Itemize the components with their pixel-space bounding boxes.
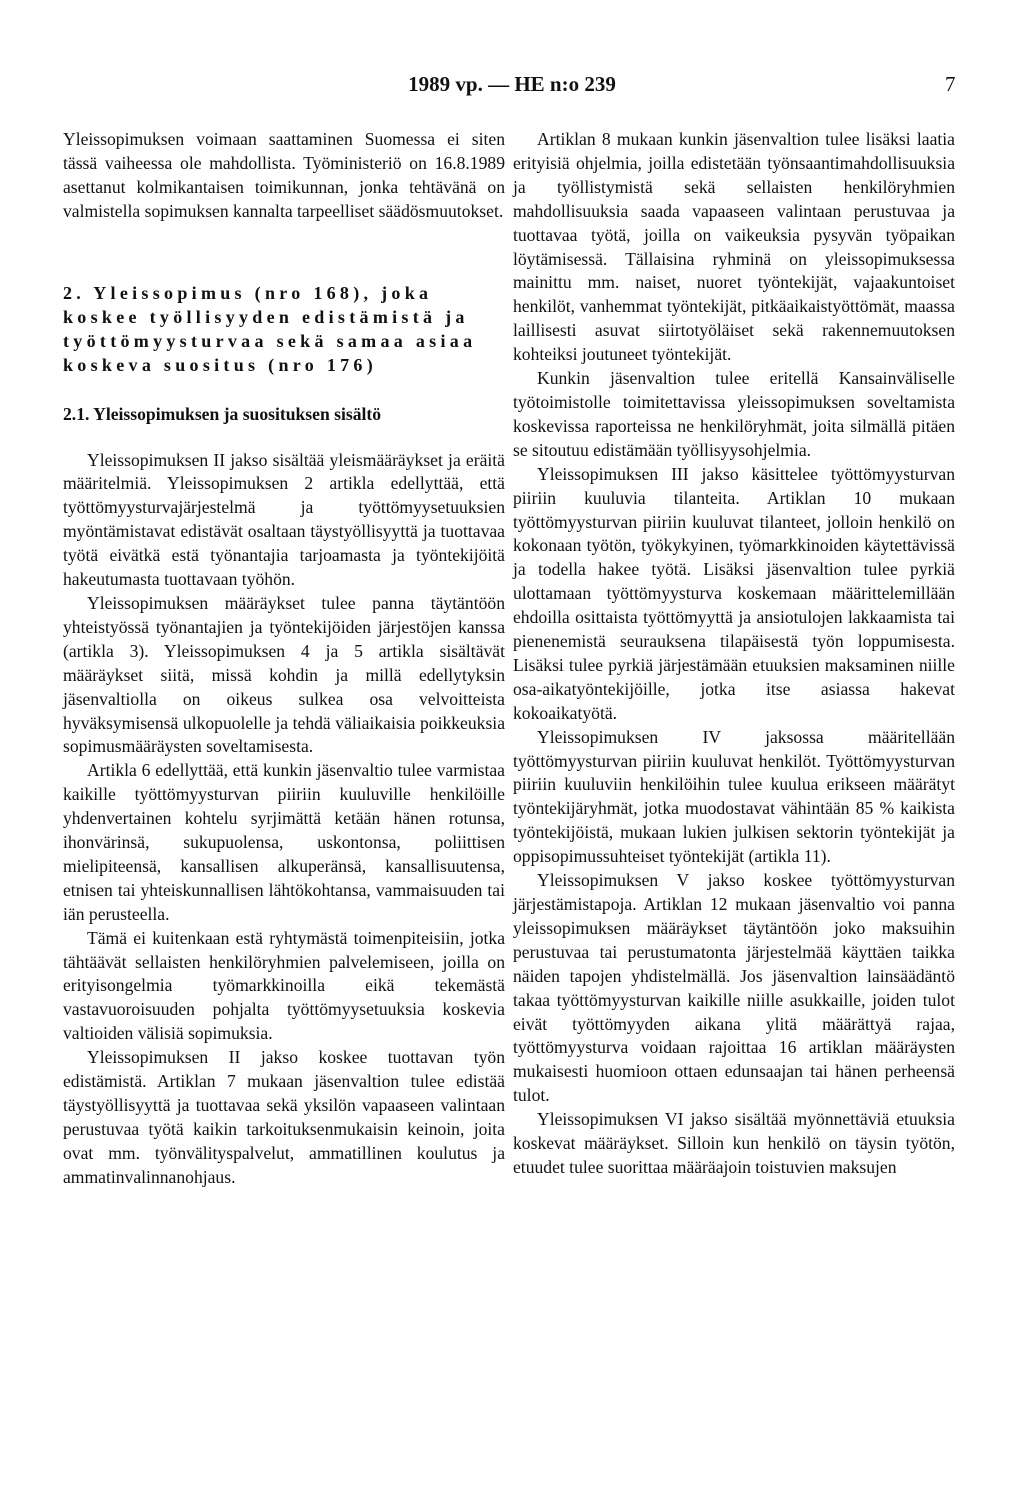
left-column xyxy=(63,128,505,1190)
paragraph: Tämä ei kuitenkaan estä ryhtymästä toimenpiteisiin, jotka tähtäävät sellaisten henkilöryhmien palvelemiseen, joilla on erityisongelmia työmarkkinoilla eikä tekemästä vastavuoroisuuden pohjalta työttömyysetuuksia koskevia valtioiden välisiä sopimuksia. xyxy=(63,927,505,1044)
document-title: 1989 vp. — HE n:o 239 xyxy=(408,72,616,96)
paragraph: Yleissopimuksen VI jakso sisältää myönnettäviä etuuksia koskevat määräykset. Silloin kun henkilö on täysin työtön, etuudet tulee suorittaa määräajoin toistuvien maksujen xyxy=(513,1109,955,1177)
page-number: 7 xyxy=(945,72,956,96)
paragraph: Artiklan 8 mukaan kunkin jäsenvaltion tulee lisäksi laatia erityisiä ohjelmia, joilla edistetään työnsaantimahdollisuuksia ja työllistymistä sekä sellaisten henkilöryhmien mahdollisuuksia saada vapaaseen valintaan perustuvaa ja tuottavaa työtä, joilla on vaikeuksia pysyvän työpaikan löytämisessä. Tällaisina ryhminä on yleissopimuksessa mainittu mm. naiset, nuoret työntekijät, vajaakuntoiset henkilöt, vanhemmat työntekijät, pitkäaikaistyöttömät, maassa laillisesti asuvat siirtotyöläiset sekä rakennemuutoksen kohteiksi joutuneet työntekijät. xyxy=(513,129,955,365)
paragraph: Yleissopimuksen II jakso koskee tuottavan työn edistämistä. Artiklan 7 mukaan jäsenvaltion tulee edistää täystyöllisyyttä ja tuottavaa sekä yksilön vapaaseen valintaan perustuvaa työtä kaikin tarkoituksenmukaisin keinoin, joita ovat mm. työnvälityspalvelut, ammatillinen koulutus ja ammatinvalinnanohjaus. xyxy=(63,1047,505,1187)
right-column xyxy=(513,128,955,1180)
paragraph: Yleissopimuksen III jakso käsittelee työttömyysturvan piiriin kuuluvia tilanteita. Artiklan 10 mukaan työttömyysturvan piiriin kuuluvat tilanteet, jolloin henkilö on kokonaan työtön, työkykyinen, työmarkkinoiden käytettävissä ja todella hakee työtä. Lisäksi jäsenvaltion tulee pyrkiä ulottamaan työttömyysturva koskemaan määrittelemillään ehdoilla osittaista työttömyyttä ja ansiotulojen lakkaamista tai pienenemistä seurauksena tilapäisestä työn loppumisesta. Lisäksi tulee pyrkiä järjestämään etuuksien maksaminen niille osa-aikatyöntekijöille, jotka itse asiassa hakevat kokoaikatyötä. xyxy=(513,463,955,723)
intro-paragraph: Yleissopimuksen voimaan saattaminen Suomessa ei siten tässä vaiheessa ole mahdollista. Työministeriö on 16.8.1989 asettanut kolmikantaisen toimikunnan, jonka tehtävänä on valmistella sopimuksen kannalta tarpeelliset säädösmuutokset. xyxy=(63,129,505,221)
paragraph: Yleissopimuksen määräykset tulee panna täytäntöön yhteistyössä työnantajien ja työntekijöiden järjestöjen kanssa (artikla 3). Yleissopimuksen 4 ja 5 artikla sisältävät määräykset siitä, missä kohdin ja millä edellytyksin jäsenvaltiolla on oikeus sulkea osa velvoitteista hyväksymisensä ulkopuolelle ja tehdä väliaikaisia poikkeuksia sopimusmääräysten soveltamisesta. xyxy=(63,592,505,757)
section-heading: 2. Yleissopimus (nro 168), joka koskee työllisyyden edistämistä ja työttömyysturvaa sekä samaa asiaa koskeva suositus (nro 176) xyxy=(63,282,477,375)
paragraph: Yleissopimuksen II jakso sisältää yleismääräykset ja eräitä määritelmiä. Yleissopimuksen 2 artikla edellyttää, että työttömyysturvajärjestelmä ja työttömyysetuuksien myöntämistavat edistävät osaltaan täystyöllisyyttä ja tuottavaa työtä eivätkä estä työnantajia tarjoamasta ja työntekijöitä hakeutumasta tuottavaan työhön. xyxy=(63,449,505,590)
paragraph: Yleissopimuksen IV jaksossa määritellään työttömyysturvan piiriin kuuluvat henkilöt. Työttömyysturvan piiriin kuuluviin henkilöihin tulee kuulua erikseen määrätyt työntekijäryhmät, jotka muodostavat vähintään 85 % kaikista työntekijöistä, mukaan lukien julkisen sektorin työntekijät ja oppisopimussuhteiset työntekijät (artikla 11). xyxy=(513,726,955,867)
paragraph: Yleissopimuksen V jakso koskee työttömyysturvan järjestämistapoja. Artiklan 12 mukaan jäsenvaltio voi panna yleissopimuksen määräykset täytäntöön joko maksuihin perustuvaa tai perustumatonta järjestelmää käyttäen taikka näiden tapojen yhdistelmällä. Jos jäsenvaltion lainsäädäntö takaa työttömyysturvan kaikille niille asukkaille, joiden tulot eivät työttömyyden aikana ylitä määrättyä rajaa, työttömyysturva voidaan rajoittaa 16 artiklan määräysten mukaisesti huomioon ottaen edunsaajan tai hänen perheensä tulot. xyxy=(513,870,955,1106)
subsection-heading: 2.1. Yleissopimuksen ja suosituksen sisältö xyxy=(63,403,382,424)
paragraph: Kunkin jäsenvaltion tulee eritellä Kansainväliselle työtoimistolle toimitettavissa yleissopimuksen soveltamista koskevissa raporteissa ne henkilöryhmät, joita silmällä pitäen se sitoutuu edistämään työllisyysohjelmia. xyxy=(513,368,955,460)
paragraph: Artikla 6 edellyttää, että kunkin jäsenvaltio tulee varmistaa kaikille työttömyysturvan piiriin kuuluville henkilöille yhdenvertainen kohtelu syrjimättä ketään hänen rotunsa, ihonvärinsä, sukupuolensa, uskontonsa, poliittisen mielipiteensä, kansallisen alkuperänsä, kansallisuutensa, etnisen tai yhteiskunnallisen lähtökohtansa, vammaisuuden tai iän perusteella. xyxy=(63,760,505,924)
